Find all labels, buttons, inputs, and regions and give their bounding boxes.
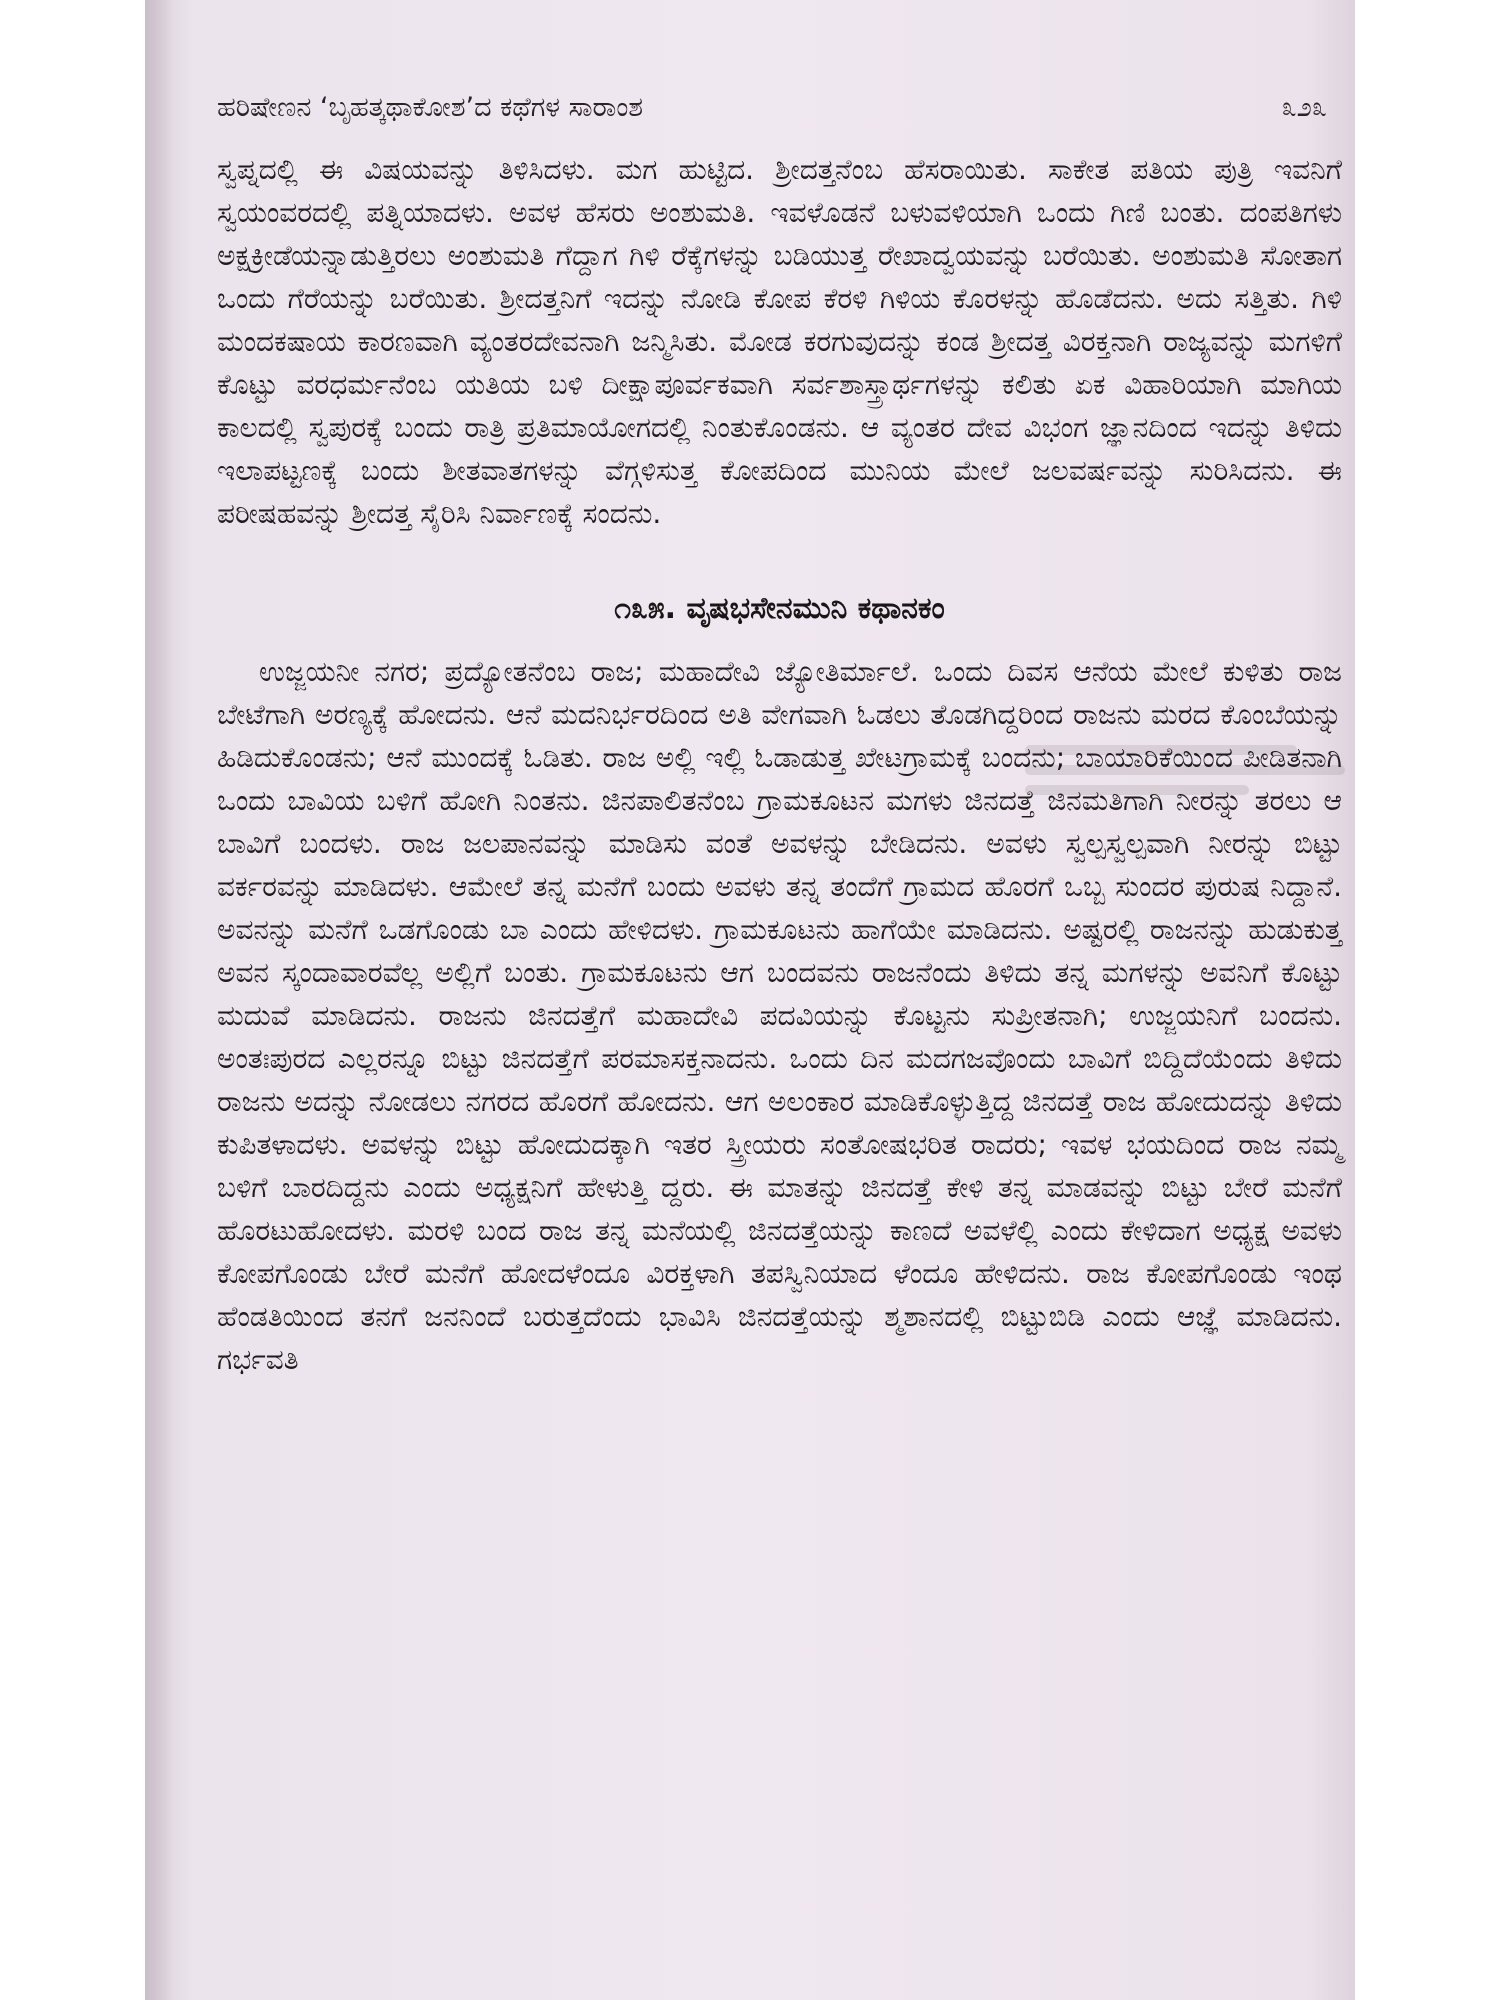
book-page (145, 0, 1355, 2000)
paragraph-story: ಉಜ್ಜಯನೀ ನಗರ; ಪ್ರದ್ಯೋತನೆಂಬ ರಾಜ; ಮಹಾದೇವಿ ಜ್ಯೋತಿರ್ಮಾಲೆ. ಒಂದು ದಿವಸ ಆನೆಯ ಮೇಲೆ ಕುಳಿತು ರಾಜ ಬೇಟೆಗಾಗಿ ಅರಣ್ಯಕ್ಕೆ ಹೋದನು. ಆನೆ ಮದನಿರ್ಭರದಿಂದ ಅತಿ ವೇಗವಾಗಿ ಓಡಲು ತೊಡಗಿದ್ದರಿಂದ ರಾಜನು ಮರದ ಕೊಂಬೆಯನ್ನು ಹಿಡಿದುಕೊಂಡನು; ಆನೆ ಮುಂದಕ್ಕೆ ಓಡಿತು. ರಾಜ ಅಲ್ಲಿ ಇಲ್ಲಿ ಓಡಾಡುತ್ತ ಖೇಟಗ್ರಾಮಕ್ಕೆ ಬಂದನು; ಬಾಯಾರಿಕೆಯಿಂದ ಪೀಡಿತನಾಗಿ ಒಂದು ಬಾವಿಯ ಬಳಿಗೆ ಹೋಗಿ ನಿಂತನು. ಜಿನಪಾಲಿತನೆಂಬ ಗ್ರಾಮಕೂಟನ ಮಗಳು ಜಿನದತ್ತೆ ಜಿನಮತಿಗಾಗಿ ನೀರನ್ನು ತರಲು ಆ ಬಾವಿಗೆ ಬಂದಳು. ರಾಜ ಜಲಪಾನವನ್ನು ಮಾಡಿಸು ವಂತೆ ಅವಳನ್ನು ಬೇಡಿದನು. ಅವಳು ಸ್ವಲ್ಪಸ್ವಲ್ಪವಾಗಿ ನೀರನ್ನು ಬಿಟ್ಟು ವರ್ಕರವನ್ನು ಮಾಡಿದಳು. ಆಮೇಲೆ ತನ್ನ ಮನೆಗೆ ಬಂದು ಅವಳು ತನ್ನ ತಂದೆಗೆ ಗ್ರಾಮದ ಹೊರಗೆ ಒಬ್ಬ ಸುಂದರ ಪುರುಷ ನಿದ್ದಾನೆ. ಅವನನ್ನು ಮನೆಗೆ ಒಡಗೊಂಡು ಬಾ ಎಂದು ಹೇಳಿದಳು. ಗ್ರಾಮಕೂಟನು ಹಾಗೆಯೇ ಮಾಡಿದನು. ಅಷ್ಟರಲ್ಲಿ ರಾಜನನ್ನು ಹುಡುಕುತ್ತ ಅವನ ಸ್ಕಂದಾವಾರವೆಲ್ಲ ಅಲ್ಲಿಗೆ ಬಂತು. ಗ್ರಾಮಕೂಟನು ಆಗ ಬಂದವನು ರಾಜನೆಂದು ತಿಳಿದು ತನ್ನ ಮಗಳನ್ನು ಅವನಿಗೆ ಕೊಟ್ಟು ಮದುವೆ ಮಾಡಿದನು. ರಾಜನು ಜಿನದತ್ತೆಗೆ ಮಹಾದೇವಿ ಪದವಿಯನ್ನು ಕೊಟ್ಟನು ಸುಪ್ರೀತನಾಗಿ; ಉಜ್ಜಯನಿಗೆ ಬಂದನು. ಅಂತಃಪುರದ ಎಲ್ಲರನ್ನೂ ಬಿಟ್ಟು ಜಿನದತ್ತೆಗೆ ಪರಮಾಸಕ್ತನಾದನು. ಒಂದು ದಿನ ಮದಗಜವೊಂದು ಬಾವಿಗೆ ಬಿದ್ದಿದೆಯೆಂದು ತಿಳಿದು ರಾಜನು ಅದನ್ನು ನೋಡಲು ನಗರದ ಹೊರಗೆ ಹೋದನು. ಆಗ ಅಲಂಕಾರ ಮಾಡಿಕೊಳ್ಳುತ್ತಿದ್ದ ಜಿನದತ್ತೆ ರಾಜ ಹೋದುದನ್ನು ತಿಳಿದು ಕುಪಿತಳಾದಳು. ಅವಳನ್ನು ಬಿಟ್ಟು ಹೋದುದಕ್ಕಾಗಿ ಇತರ ಸ್ತ್ರೀಯರು ಸಂತೋಷಭರಿತ ರಾದರು; ಇವಳ ಭಯದಿಂದ ರಾಜ ನಮ್ಮ ಬಳಿಗೆ ಬಾರದಿದ್ದನು ಎಂದು ಅಧ್ಯಕ್ಷನಿಗೆ ಹೇಳುತ್ತಿ ದ್ದರು. ಈ ಮಾತನ್ನು ಜಿನದತ್ತೆ ಕೇಳಿ ತನ್ನ ಮಾಡವನ್ನು ಬಿಟ್ಟು ಬೇರೆ ಮನೆಗೆ ಹೊರಟುಹೋದಳು. ಮರಳಿ ಬಂದ ರಾಜ ತನ್ನ ಮನೆಯಲ್ಲಿ ಜಿನದತ್ತೆಯನ್ನು ಕಾಣದೆ ಅವಳೆಲ್ಲಿ ಎಂದು ಕೇಳಿದಾಗ ಅಧ್ಯಕ್ಷ ಅವಳು ಕೋಪಗೊಂಡು ಬೇರೆ ಮನೆಗೆ ಹೋದಳೆಂದೂ ವಿರಕ್ತಳಾಗಿ ತಪಸ್ವಿನಿಯಾದ ಳೆಂದೂ ಹೇಳಿದನು. ರಾಜ ಕೋಪಗೊಂಡು ಇಂಥ ಹೆಂಡತಿಯಿಂದ ತನಗೆ ಜನನಿಂದೆ ಬರುತ್ತದೆಂದು ಭಾವಿಸಿ ಜಿನದತ್ತೆಯನ್ನು ಶ್ಮಶಾನದಲ್ಲಿ ಬಿಟ್ಟುಬಿಡಿ ಎಂದು ಆಜ್ಞೆ ಮಾಡಿದನು. ಗರ್ಭವತಿ (217, 655, 1342, 1376)
page-body (217, 148, 1342, 1381)
running-header-title: ಹರಿಷೇಣನ ‘ಬೃಹತ್ಕಥಾಕೋಶ’ದ ಕಥೆಗಳ ಸಾರಾಂಶ (217, 92, 644, 123)
section-heading: ೧೩೫. ವೃಷಭಸೇನಮುನಿ ಕಥಾನಕಂ (614, 591, 945, 626)
page-number: ೩೨೩ (1281, 92, 1327, 123)
binding-shadow (145, 0, 173, 2000)
paragraph-continued: ಸ್ವಪ್ನದಲ್ಲಿ ಈ ವಿಷಯವನ್ನು ತಿಳಿಸಿದಳು. ಮಗ ಹುಟ್ಟಿದ. ಶ್ರೀದತ್ತನೆಂಬ ಹೆಸರಾಯಿತು. ಸಾಕೇತ ಪತಿಯ ಪುತ್ರಿ ಇವನಿಗೆ ಸ್ವಯಂವರದಲ್ಲಿ ಪತ್ನಿಯಾದಳು. ಅವಳ ಹೆಸರು ಅಂಶುಮತಿ. ಇವಳೊಡನೆ ಬಳುವಳಿಯಾಗಿ ಒಂದು ಗಿಣಿ ಬಂತು. ದಂಪತಿಗಳು ಅಕ್ಷಕ್ರೀಡೆಯನ್ನಾಡುತ್ತಿರಲು ಅಂಶುಮತಿ ಗೆದ್ದಾಗ ಗಿಳಿ ರೆಕ್ಕೆಗಳನ್ನು ಬಡಿಯುತ್ತ ರೇಖಾದ್ವಯವನ್ನು ಬರೆಯಿತು. ಅಂಶುಮತಿ ಸೋತಾಗ ಒಂದು ಗೆರೆಯನ್ನು ಬರೆಯಿತು. ಶ್ರೀದತ್ತನಿಗೆ ಇದನ್ನು ನೋಡಿ ಕೋಪ ಕೆರಳಿ ಗಿಳಿಯ ಕೊರಳನ್ನು ಹೊಡೆದನು. ಅದು ಸತ್ತಿತು. ಗಿಳಿ ಮಂದಕಷಾಯ ಕಾರಣವಾಗಿ ವ್ಯಂತರದೇವನಾಗಿ ಜನ್ಮಿಸಿತು. ಮೋಡ ಕರಗುವುದನ್ನು ಕಂಡ ಶ್ರೀದತ್ತ ವಿರಕ್ತನಾಗಿ ರಾಜ್ಯವನ್ನು ಮಗಳಿಗೆ ಕೊಟ್ಟು ವರಧರ್ಮನೆಂಬ ಯತಿಯ ಬಳಿ ದೀಕ್ಷಾಪೂರ್ವಕವಾಗಿ ಸರ್ವಶಾಸ್ತ್ರಾರ್ಥಗಳನ್ನು ಕಲಿತು ಏಕ ವಿಹಾರಿಯಾಗಿ ಮಾಗಿಯ ಕಾಲದಲ್ಲಿ ಸ್ವಪುರಕ್ಕೆ ಬಂದು ರಾತ್ರಿ ಪ್ರತಿಮಾಯೋಗದಲ್ಲಿ ನಿಂತುಕೊಂಡನು. ಆ ವ್ಯಂತರ ದೇವ ವಿಭಂಗ ಜ್ಞಾನದಿಂದ ಇದನ್ನು ತಿಳಿದು ಇಲಾಪಟ್ಟಣಕ್ಕೆ ಬಂದು ಶೀತವಾತಗಳನ್ನು ವೆಗ್ಗಳಿಸುತ್ತ ಕೋಪದಿಂದ ಮುನಿಯ ಮೇಲೆ ಜಲವರ್ಷವನ್ನು ಸುರಿಸಿದನು. ಈ ಪರೀಷಹವನ್ನು ಶ್ರೀದತ್ತ ಸೈರಿಸಿ ನಿರ್ವಾಣಕ್ಕೆ ಸಂದನು. (217, 153, 1342, 530)
running-header (217, 92, 1337, 132)
